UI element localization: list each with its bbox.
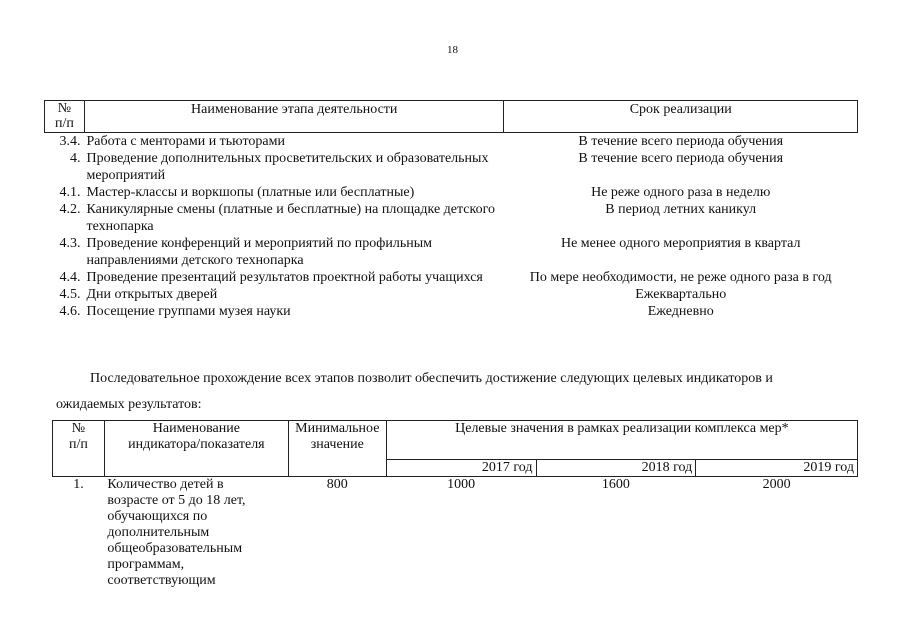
stage-term: Ежеквартально	[635, 287, 727, 302]
indicator-min: 800	[326, 477, 348, 492]
stage-row	[45, 269, 858, 286]
stage-num: 4.4.	[59, 270, 81, 285]
indicator-value-2018: 1600	[601, 477, 630, 492]
indicators-header-targets: Целевые значения в рамках реализации комплекса мер*	[386, 421, 857, 460]
stage-term: В течение всего периода обучения	[578, 151, 784, 166]
stage-num: 4.1.	[59, 185, 81, 200]
stage-term: Не менее одного мероприятия в квартал	[560, 236, 801, 251]
year-header-2019: 2019 год	[696, 460, 858, 477]
stage-row	[45, 303, 858, 320]
stage-num: 4.5.	[59, 287, 81, 302]
stages-table-header	[45, 101, 858, 133]
stages-header-name: Наименование этапа деятельности	[84, 101, 503, 133]
stage-name: Проведение презентаций результатов проектной работы учащихся	[86, 270, 483, 285]
stage-name: Каникулярные смены (платные и бесплатные) на площадке детского технопарка	[86, 202, 495, 234]
stage-row	[45, 184, 858, 201]
stage-num: 4.6.	[59, 304, 81, 319]
stage-name: Проведение конференций и мероприятий по профильным направлениями детского технопарка	[86, 236, 432, 268]
stage-row	[45, 235, 858, 269]
year-header-2018: 2018 год	[536, 460, 696, 477]
stage-name: Мастер-классы и воркшопы (платные или бесплатные)	[86, 185, 415, 200]
stage-name: Работа с менторами и тьюторами	[86, 134, 285, 149]
stages-header-term: Срок реализации	[504, 101, 858, 133]
indicator-name: Количество детей в возрасте от 5 до 18 лет, обучающихся по дополнительным общеобразовательным программам, соответствующим	[107, 477, 246, 588]
stage-term: Не реже одного раза в неделю	[591, 185, 771, 200]
stage-num: 4.	[69, 151, 81, 166]
stages-header-num: № п/п	[45, 101, 85, 133]
year-header-2017: 2017 год	[386, 460, 536, 477]
indicators-header-name: Наименование индикатора/показателя	[104, 421, 288, 477]
paragraph-line-2: ожидаемых результатов:	[56, 397, 202, 412]
stage-row	[45, 150, 858, 184]
stage-num: 3.4.	[59, 134, 81, 149]
stage-name: Проведение дополнительных просветительских и образовательных мероприятий	[86, 151, 489, 183]
stage-term: В период летних каникул	[605, 202, 757, 217]
indicator-value-2017: 1000	[447, 477, 476, 492]
stage-row	[45, 286, 858, 303]
indicators-header-num: № п/п	[53, 421, 105, 477]
stage-term: По мере необходимости, не реже одного раза в год	[529, 270, 832, 285]
indicator-value-2019: 2000	[762, 477, 791, 492]
stage-row	[45, 201, 858, 235]
indicators-table	[52, 420, 858, 589]
stage-name: Дни открытых дверей	[86, 287, 218, 302]
stage-name: Посещение группами музея науки	[86, 304, 291, 319]
indicator-num: 1.	[73, 477, 84, 492]
stages-table	[44, 100, 858, 320]
paragraph-line-1: Последовательное прохождение всех этапов позволит обеспечить достижение следующих целевых индикаторов и	[90, 371, 773, 386]
stage-num: 4.2.	[59, 202, 81, 217]
indicator-row	[53, 477, 858, 590]
stage-term: В течение всего периода обучения	[578, 134, 784, 149]
stage-term: Ежедневно	[647, 304, 714, 319]
stage-row	[45, 133, 858, 151]
indicators-header-min: Минимальное значение	[288, 421, 386, 477]
stage-num: 4.3.	[59, 236, 81, 251]
page-number: 18	[447, 44, 458, 56]
